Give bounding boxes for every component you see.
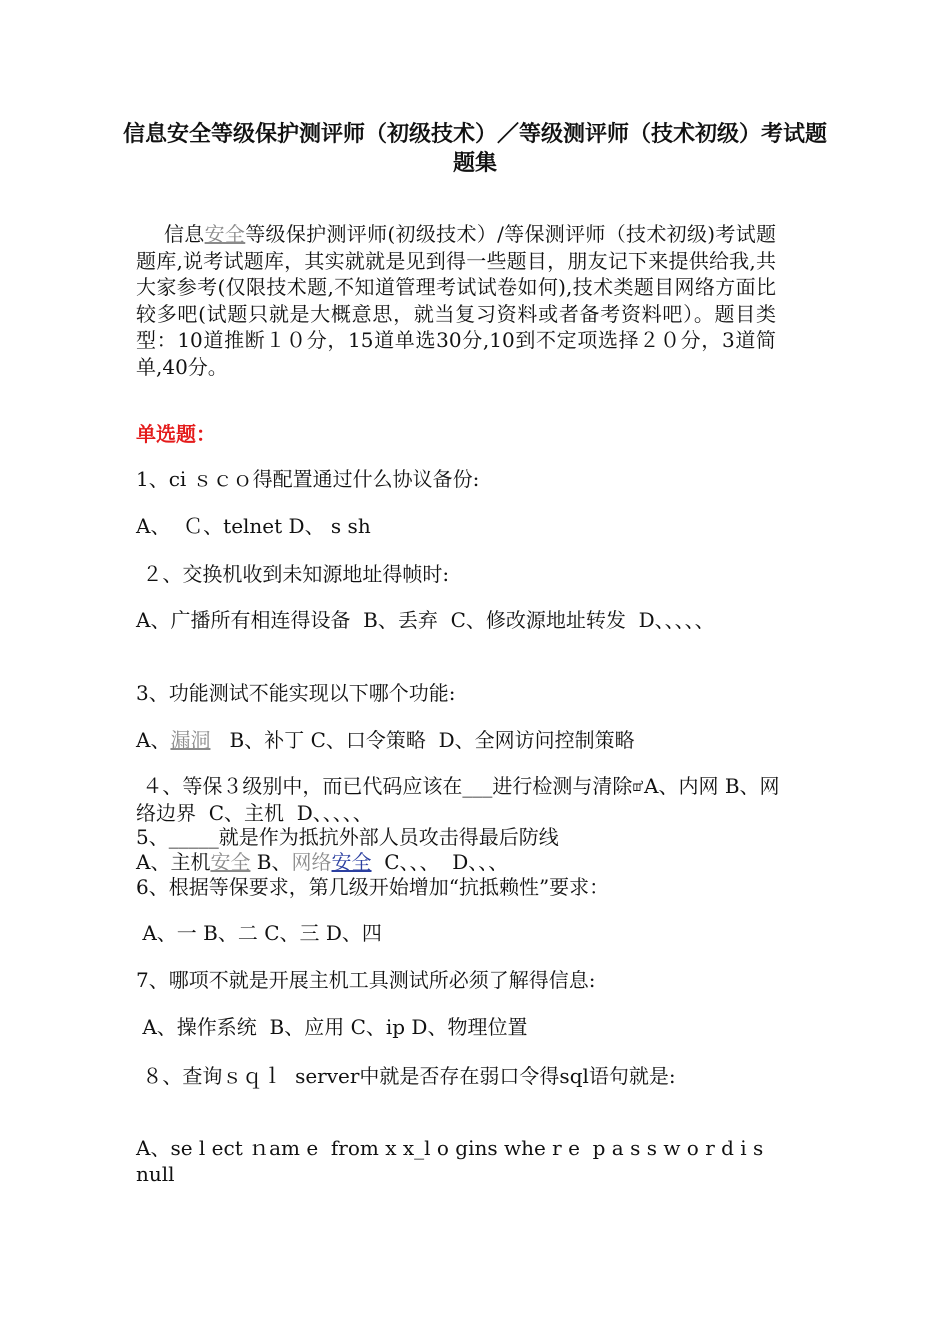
q5-option-a-link[interactable]: 安全 bbox=[210, 850, 251, 874]
q4-options: A、内网 B、网络边界 C、主机 D、、、、、 bbox=[136, 774, 780, 825]
q4-text: ４、等保３级别中，而已代码应该在___进行检测与清除 bbox=[136, 774, 633, 798]
question-8-options: A、se l ect ｎam e from x x_l o gins whe r e p a s s w o r d i s null bbox=[136, 1136, 777, 1186]
intro-prefix: 信息 bbox=[164, 222, 205, 246]
question-3: 3、功能测试不能实现以下哪个功能: bbox=[136, 681, 456, 705]
document-title: 信息安全等级保护测评师（初级技术）／等级测评师（技术初级）考试题题集 bbox=[122, 122, 827, 176]
intro-link-security[interactable]: 安全 bbox=[204, 222, 246, 246]
question-2-options: A、广播所有相连得设备 B、丢弃 C、修改源地址转发 D、、、、、 bbox=[136, 608, 715, 632]
q5-options-rest: C、、、 D、、、 bbox=[371, 850, 509, 874]
question-4 bbox=[136, 773, 786, 826]
intro-paragraph bbox=[136, 221, 776, 380]
q3-options-rest: B、补丁 C、口令策略 D、全网访问控制策略 bbox=[210, 728, 635, 752]
q5-option-b-network: 网络 bbox=[291, 850, 332, 874]
question-1: 1、ci ｓｃｏ得配置通过什么协议备份: bbox=[136, 467, 480, 491]
question-6-options: A、一 B、二 C、三 D、四 bbox=[136, 921, 382, 945]
q5-option-b-prefix: B、 bbox=[250, 850, 292, 874]
q5-option-b-link[interactable]: 安全 bbox=[331, 850, 372, 874]
question-7-options: A、操作系统 B、应用 C、ip D、物理位置 bbox=[136, 1015, 528, 1039]
intro-rest: 等级保护测评师(初级技术）/等保测评师（技术初级)考试题题库,说考试题库，其实就就是见到得一些题目，朋友记下来提供给我,共大家参考(仅限技术题,不知道管理考试试卷如何),技术类题目网络方面比较多吧(试题只就是大概意思，就当复习资料或者备考资料吧）。题目类型：10道推断１０分，15道单选30分,10到不定项选择２０分，3道简单,40分。 bbox=[136, 222, 777, 379]
q5-option-a-prefix: A、主机 bbox=[136, 850, 211, 874]
section-heading-single-choice: 单选题： bbox=[136, 422, 216, 446]
question-3-options bbox=[136, 727, 786, 753]
q3-option-a-prefix: A、 bbox=[136, 728, 171, 752]
question-2: ２、交换机收到未知源地址得帧时: bbox=[136, 562, 450, 586]
question-1-options: A、 Ｃ、telnet D、 s sh bbox=[136, 514, 371, 538]
q3-option-a-link[interactable]: 漏洞 bbox=[170, 728, 211, 752]
question-6: 6、根据等保要求，第几级开始增加“抗抵赖性”要求： bbox=[136, 875, 610, 899]
question-7: 7、哪项不就是开展主机工具测试所必须了解得信息: bbox=[136, 968, 596, 992]
question-8: ８、查询ｓｑｌ server中就是否存在弱口令得sql语句就是: bbox=[136, 1064, 676, 1088]
question-5-options bbox=[136, 849, 786, 875]
glyph-icon: ꕠ bbox=[632, 779, 645, 795]
question-5: 5、_____就是作为抵抗外部人员攻击得最后防线 bbox=[136, 825, 559, 849]
